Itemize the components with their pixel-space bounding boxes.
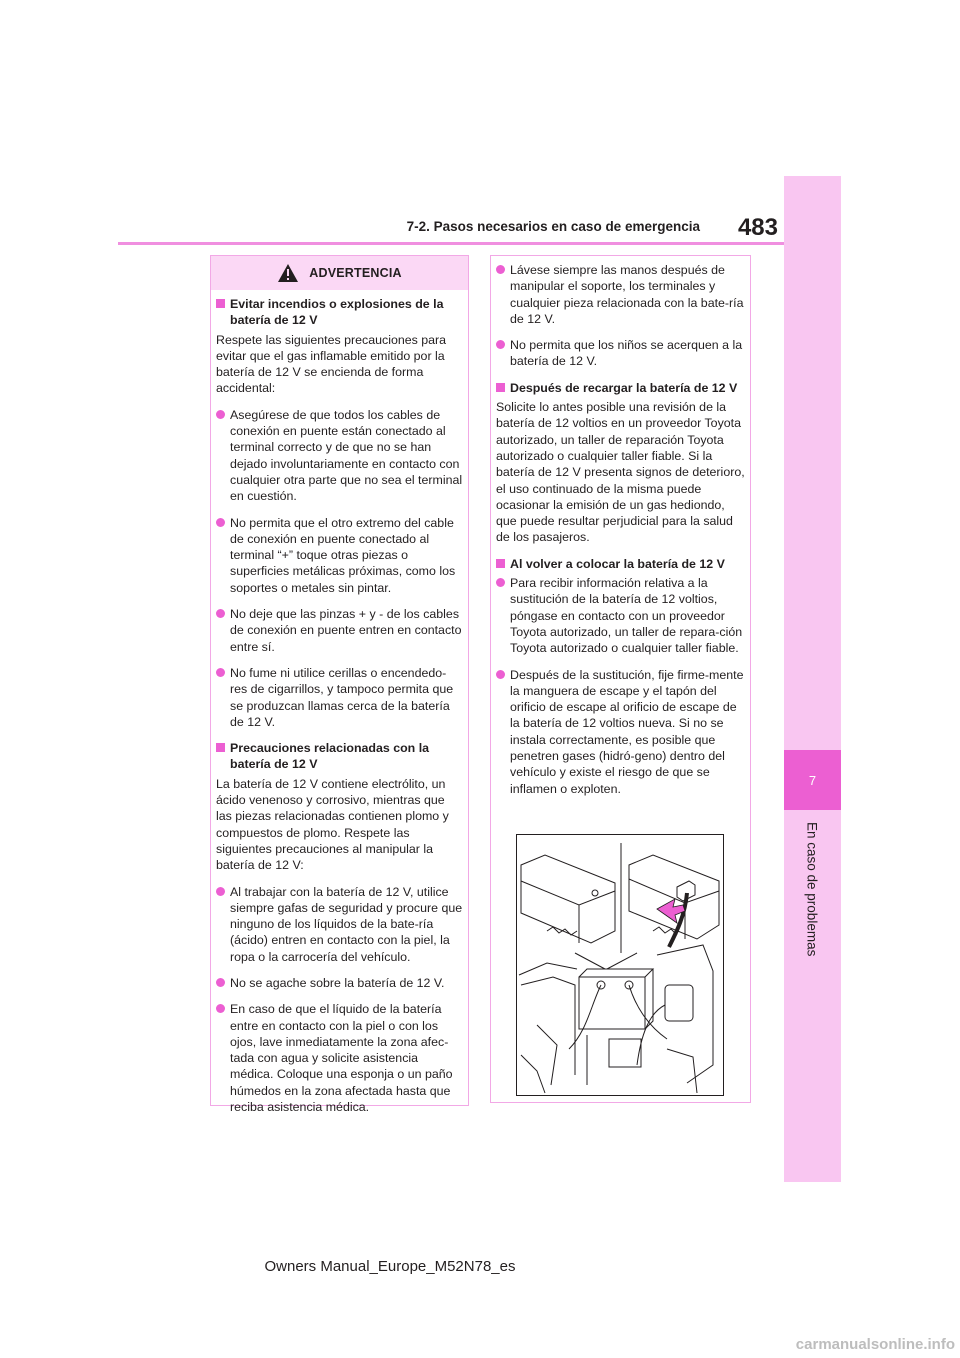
illustration-drawing: [517, 835, 723, 1095]
chapter-number: [784, 750, 841, 810]
chapter-side-tab: [784, 176, 841, 1182]
warning-body-left: [211, 290, 468, 1115]
bullet-children: No permita que los niños se acerquen a la batería de 12 V.: [496, 337, 745, 370]
battery-exhaust-hose-illustration: [516, 834, 724, 1096]
heading-battery-precautions: Precauciones relacionadas con la batería de 12 V: [216, 740, 463, 773]
bullet-do-not-lean: No se agache sobre la batería de 12 V.: [216, 975, 463, 991]
footer-manual-id: Owners Manual_Europe_M52N78_es: [264, 1258, 516, 1275]
chapter-number-text: 7: [808, 772, 817, 788]
warning-title: ADVERTENCIA: [309, 266, 402, 280]
heading-fire-explosion: Evitar incendios o explosiones de la batería de 12 V: [216, 296, 463, 329]
bullet-no-smoking: No fume ni utilice cerillas o encendedo-res de cigarrillos, y tampoco permita que se produzcan llamas cerca de la batería de 12 V.: [216, 665, 463, 730]
watermark: carmanualsonline.info: [795, 1336, 955, 1353]
bullet-cable-end: No permita que el otro extremo del cable de conexión en puente conectado al terminal “+” toque otras piezas o superficies metálicas próximas, como los soportes o metales sin pintar.: [216, 515, 463, 596]
paragraph-inspection: Solicite lo antes posible una revisión de la batería de 12 voltios en un proveedor Toyota autorizado, un taller de reparación Toyota autorizado o cualquier taller fiable. Si la batería de 12 V presenta signos de deterioro, el uso continuado de la misma puede ocasionar la emisión de un gas hediondo, que puede resultar perjudicial para la salud de los pasajeros.: [496, 400, 745, 545]
paragraph-precautions-gas: Respete las siguientes precauciones para evitar que el gas inflamable emitido por la batería de 12 V se encienda de forma accidental:: [216, 332, 447, 396]
bullet-cable-connection: Asegúrese de que todos los cables de conexión en puente están conectado al terminal correcto y de que no se han dejado involuntariamente en contacto con cualquier otra parte que no sea el terminal en cuestión.: [216, 407, 463, 505]
heading-after-recharge: Después de recargar la batería de 12 V: [496, 380, 745, 396]
warning-box-left: [210, 255, 469, 1115]
chapter-label: En caso de problemas: [804, 822, 820, 957]
warning-triangle-icon: [277, 263, 299, 283]
section-title: 7-2. Pasos necesarios en caso de emergencia: [406, 219, 700, 234]
bullet-replacement-info: Para recibir información relativa a la sustitución de la batería de 12 voltios, póngase en contacto con un proveedor Toyota autorizado, un taller de repara-ción Toyota autorizado o cualquier taller fiable.: [496, 575, 745, 656]
warning-header: [211, 256, 468, 290]
bullet-acid-contact: En caso de que el líquido de la batería entre en contacto con la piel o con los ojos, lave inmediatamente la zona afec-tada con agua y solicite asistencia médica. Coloque una esponja o un paño húmedos en la zona afectada hasta que reciba asistencia médica.: [216, 1001, 463, 1115]
bullet-wash-hands: Lávese siempre las manos después de manipular el soporte, los terminales y cualquier pieza relacionada con la bate-ría de 12 V.: [496, 262, 745, 327]
bullet-clamps: No deje que las pinzas + y - de los cables de conexión en puente entren en contacto entre sí.: [216, 606, 463, 655]
bullet-exhaust-hose: Después de la sustitución, fije firme-mente la manguera de escape y el tapón del orificio de escape al orificio de escape de la batería de 12 voltios nueva. Si no se instala correctamente, es posible que penetren gases (hidró-geno) dentro del vehículo y existe el riesgo de que se inflamen o exploten.: [496, 667, 745, 797]
paragraph-electrolyte: La batería de 12 V contiene electrólito, un ácido venenoso y corrosivo, mientras que las piezas relacionadas contienen plomo y compuestos de plomo. Respete las siguientes precauciones al manipular la batería de 12 V:: [216, 776, 449, 873]
heading-replacement: Al volver a colocar la batería de 12 V: [496, 556, 745, 572]
header-rule: [118, 242, 784, 245]
warning-body-right: [491, 256, 750, 797]
bullet-safety-glasses: Al trabajar con la batería de 12 V, utilice siempre gafas de seguridad y procure que ninguno de los líquidos de la bate-ría (ácido) entren en contacto con la piel, la ropa o la carrocería del vehículo.: [216, 884, 463, 965]
page-number: 483: [737, 214, 778, 241]
